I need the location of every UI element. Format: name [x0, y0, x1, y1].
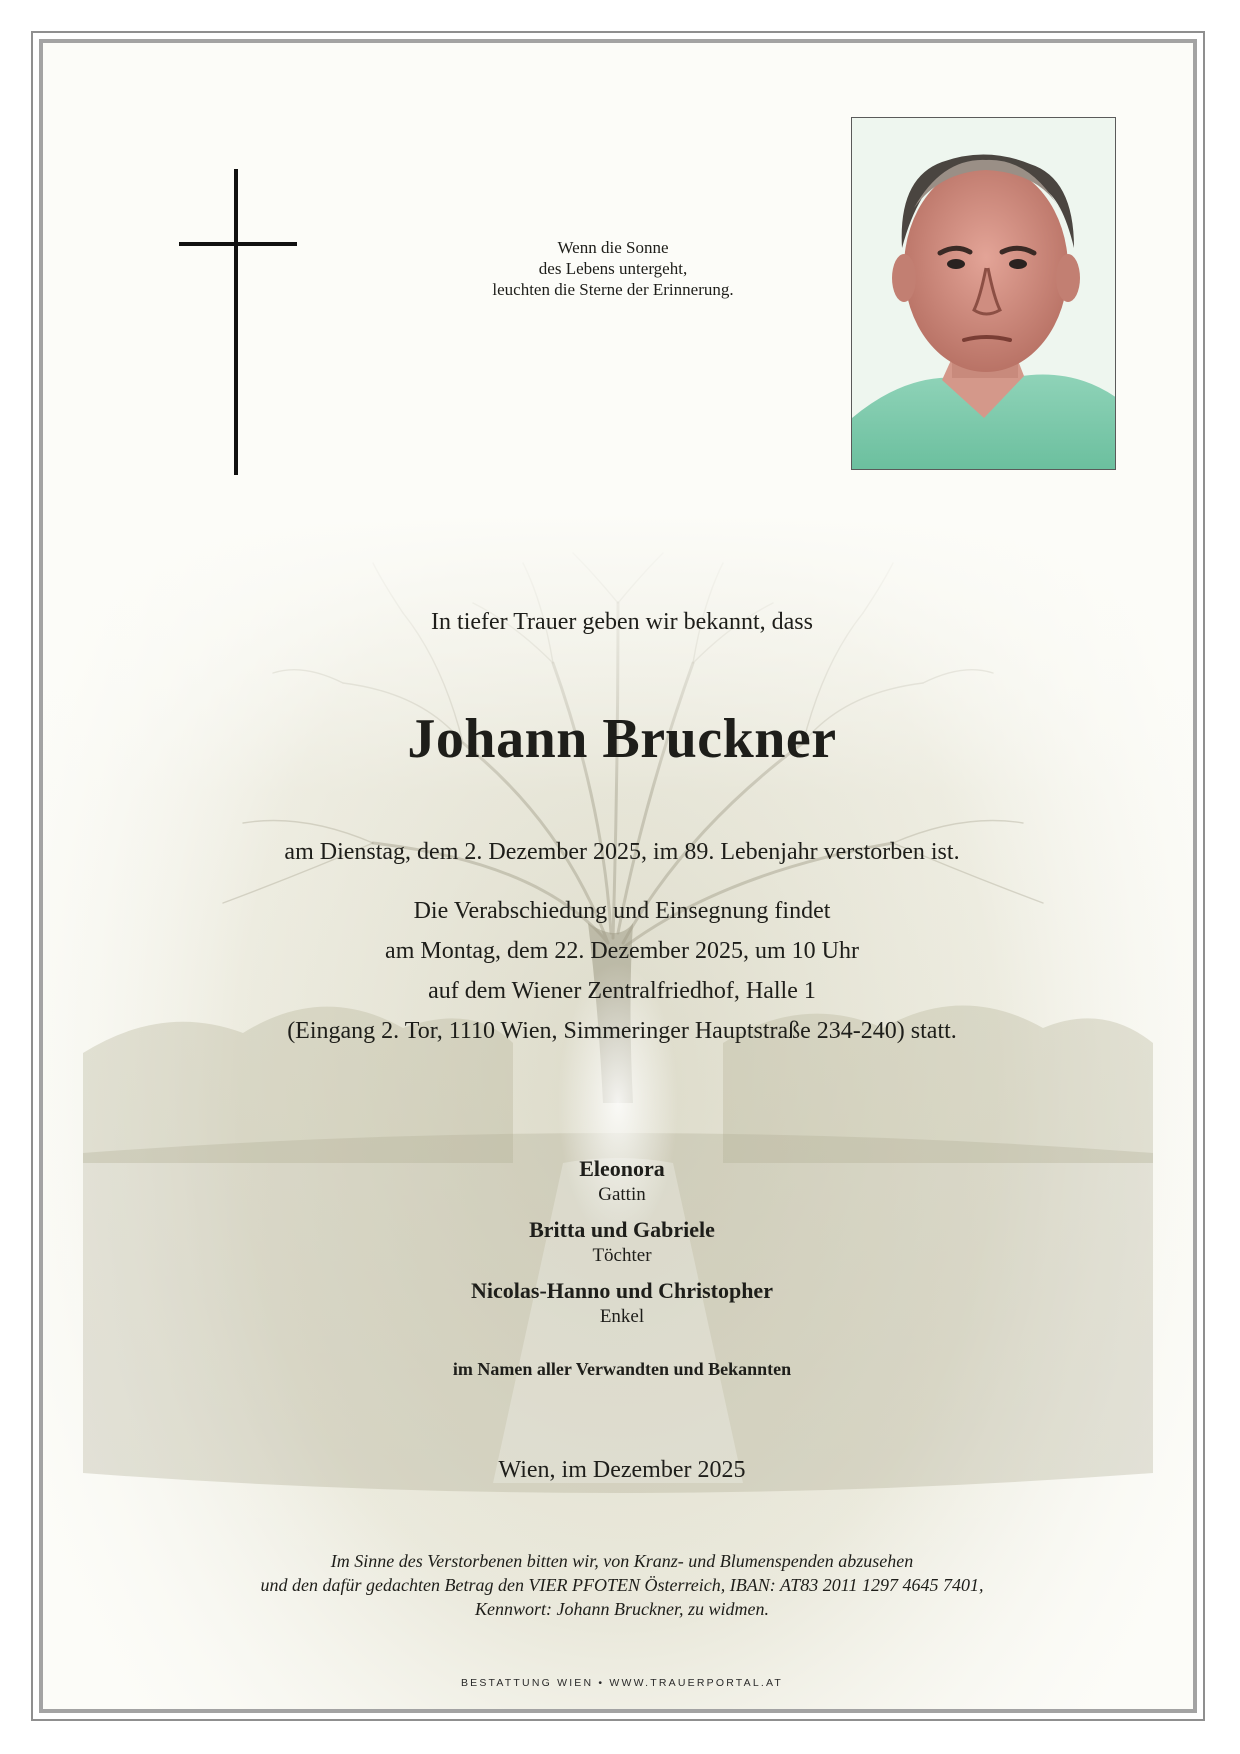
deceased-name: Johann Bruckner: [407, 708, 837, 770]
death-statement: am Dienstag, dem 2. Dezember 2025, im 89. Lebenjahr verstorben ist.: [284, 839, 960, 865]
ceremony-details: [43, 891, 1197, 1051]
place-date: Wien, im Dezember 2025: [498, 1457, 746, 1483]
mourner-role: Töchter: [592, 1245, 652, 1266]
motto-line: Wenn die Sonne: [557, 238, 669, 257]
note-line: Im Sinne des Verstorbenen bitten wir, von Kranz- und Blumenspenden abzusehen: [330, 1551, 914, 1571]
footer-credit: BESTATTUNG WIEN • WWW.TRAUERPORTAL.AT: [460, 1677, 784, 1689]
ceremony-line: auf dem Wiener Zentralfriedhof, Halle 1: [428, 978, 816, 1004]
portrait-photo: [851, 117, 1116, 470]
ceremony-line: am Montag, dem 22. Dezember 2025, um 10 Uhr: [385, 938, 859, 964]
motto-line: des Lebens untergeht,: [538, 259, 688, 278]
note-line: Kennwort: Johann Bruckner, zu widmen.: [475, 1599, 769, 1619]
announcement-intro: In tiefer Trauer geben wir bekannt, dass: [431, 609, 813, 635]
motto: [403, 237, 823, 300]
ceremony-line: (Eingang 2. Tor, 1110 Wien, Simmeringer Hauptstraße 234-240) statt.: [287, 1018, 957, 1044]
note-line: und den dafür gedachten Betrag den VIER PFOTEN Österreich, IBAN: AT83 2011 1297 4645 7401,: [260, 1575, 984, 1595]
cross-icon: [179, 169, 297, 475]
mourner-name: Britta und Gabriele: [529, 1217, 715, 1242]
motto-line: leuchten die Sterne der Erinnerung.: [492, 280, 734, 299]
mourner-role: Enkel: [599, 1306, 645, 1327]
mourner-role: Gattin: [598, 1184, 646, 1205]
mourner-name: Nicolas-Hanno und Christopher: [471, 1278, 773, 1303]
obituary-card: [39, 39, 1197, 1713]
closing-line: im Namen aller Verwandten und Bekannten: [452, 1359, 792, 1379]
mourners-list: [43, 1155, 1197, 1338]
mourner-name: Eleonora: [579, 1156, 665, 1181]
ceremony-line: Die Verabschiedung und Einsegnung findet: [413, 898, 831, 924]
donation-note: [43, 1549, 1197, 1621]
